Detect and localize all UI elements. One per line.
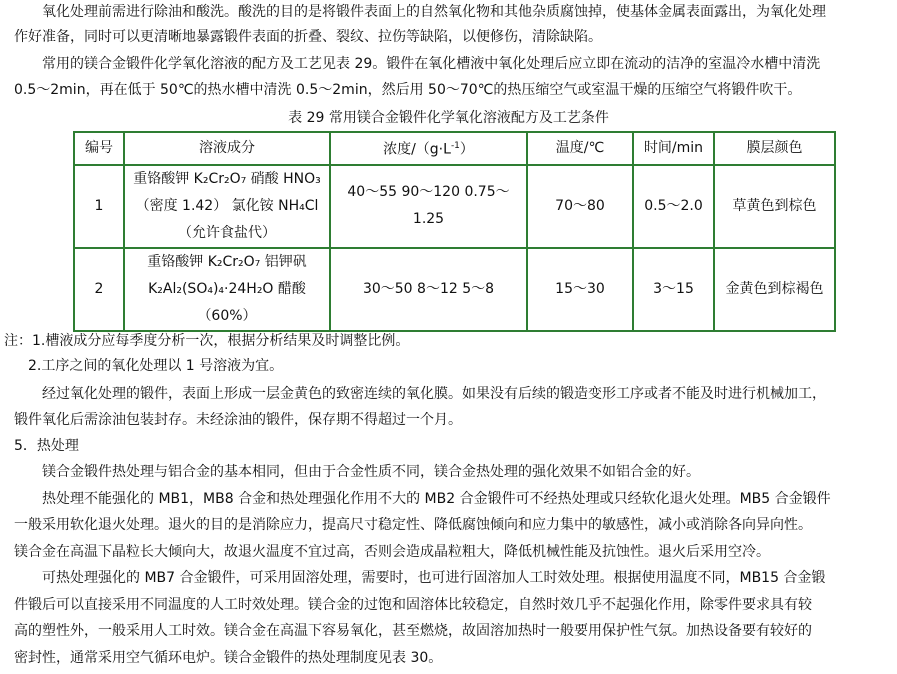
table-row xyxy=(74,165,835,248)
paragraph-line: 高的塑性外，一般采用人工时效。镁合金在高温下容易氧化，甚至燃烧，故固溶加热时一般要用保护性气氛。加热设备要有较好的 xyxy=(14,623,812,639)
paragraph-line: 可热处理强化的 MB7 合金锻件，可采用固溶处理，需要时，也可进行固溶加人工时效处理。根据使用温度不同，MB15 合金锻 xyxy=(42,570,826,586)
section-heading: 5．热处理 xyxy=(14,438,79,454)
table-header-row xyxy=(74,132,835,165)
cell-temperature: 70～80 xyxy=(527,165,633,248)
header-no: 编号 xyxy=(74,132,124,165)
cell-component: 重铬酸钾 K₂Cr₂O₇ 铝钾矾 K₂Al₂(SO₄)₄·24H₂O 醋酸 （60%） xyxy=(124,248,330,331)
header-component: 溶液成分 xyxy=(124,132,330,165)
cell-concentration: 30～50 8～12 5～8 xyxy=(330,248,527,331)
cell-time: 0.5～2.0 xyxy=(633,165,714,248)
table-row xyxy=(74,248,835,331)
cell-concentration: 40～55 90～120 0.75～1.25 xyxy=(330,165,527,248)
paragraph-line: 经过氧化处理的锻件，表面上形成一层金黄色的致密连续的氧化膜。如果没有后续的锻造变形工序或者不能及时进行机械加工， xyxy=(42,386,826,402)
cell-component: 重铬酸钾 K₂Cr₂O₇ 硝酸 HNO₃ （密度 1.42） 氯化铵 NH₄Cl （允许食盐代） xyxy=(124,165,330,248)
cell-no: 2 xyxy=(74,248,124,331)
cell-no: 1 xyxy=(74,165,124,248)
paragraph-line: 锻件氧化后需涂油包装封存。未经涂油的锻件，保存期不得超过一个月。 xyxy=(14,412,462,428)
paragraph-line: 氧化处理前需进行除油和酸洗。酸洗的目的是将锻件表面上的自然氧化物和其他杂质腐蚀掉，使基体金属表面露出，为氧化处理 xyxy=(42,4,826,20)
header-concentration: 浓度$/(g\cdot L^{-1})$ xyxy=(330,132,527,165)
note-line: 注：1.槽液成分应每季度分析一次，根据分析结果及时调整比例。 xyxy=(4,333,410,349)
header-film-color: 膜层颜色 xyxy=(714,132,835,165)
solution-table xyxy=(73,131,836,332)
cell-film-color: 金黄色到棕褐色 xyxy=(714,248,835,331)
header-temperature: 温度/℃ xyxy=(527,132,633,165)
table-caption: 表 29 常用镁合金锻件化学氧化溶液配方及工艺条件 xyxy=(288,110,609,126)
paragraph-line: 镁合金锻件热处理与铝合金的基本相同，但由于合金性质不同，镁合金热处理的强化效果不如铝合金的好。 xyxy=(42,464,700,480)
paragraph-line: 密封性，通常采用空气循环电炉。镁合金锻件的热处理制度见表 30。 xyxy=(14,650,443,666)
paragraph-line: 热处理不能强化的 MB1，MB8 合金和热处理强化作用不大的 MB2 合金锻件可不经热处理或只经软化退火处理。MB5 合金锻件 xyxy=(42,491,831,507)
paragraph-line: 件锻后可以直接采用不同温度的人工时效处理。镁合金的过饱和固溶体比较稳定，自然时效几乎不起强化作用，除零件要求具有较 xyxy=(14,597,812,613)
paragraph-line: 一般采用软化退火处理。退火的目的是消除应力，提高尺寸稳定性、降低腐蚀倾向和应力集中的敏感性，减小或消除各向异向性。 xyxy=(14,517,812,533)
cell-time: 3～15 xyxy=(633,248,714,331)
paragraph-line: 作好准备，同时可以更清晰地暴露锻件表面的折叠、裂纹、拉伤等缺陷，以便修伤，清除缺陷。 xyxy=(14,29,602,45)
note-line: 2.工序之间的氧化处理以 1 号溶液为宜。 xyxy=(28,358,284,374)
cell-film-color: 草黄色到棕色 xyxy=(714,165,835,248)
header-time: 时间/min xyxy=(633,132,714,165)
cell-temperature: 15～30 xyxy=(527,248,633,331)
paragraph-line: 镁合金在高温下晶粒长大倾向大，故退火温度不宜过高，否则会造成晶粒粗大，降低机械性能及抗蚀性。退火后采用空冷。 xyxy=(14,544,770,560)
paragraph-line: 常用的镁合金锻件化学氧化溶液的配方及工艺见表 29。锻件在氧化槽液中氧化处理后应立即在流动的洁净的室温冷水槽中清洗 xyxy=(42,56,821,72)
paragraph-line: 0.5～2min，再在低于 50℃的热水槽中清洗 0.5～2min，然后用 50～70℃的热压缩空气或室温干燥的压缩空气将锻件吹干。 xyxy=(14,82,802,98)
